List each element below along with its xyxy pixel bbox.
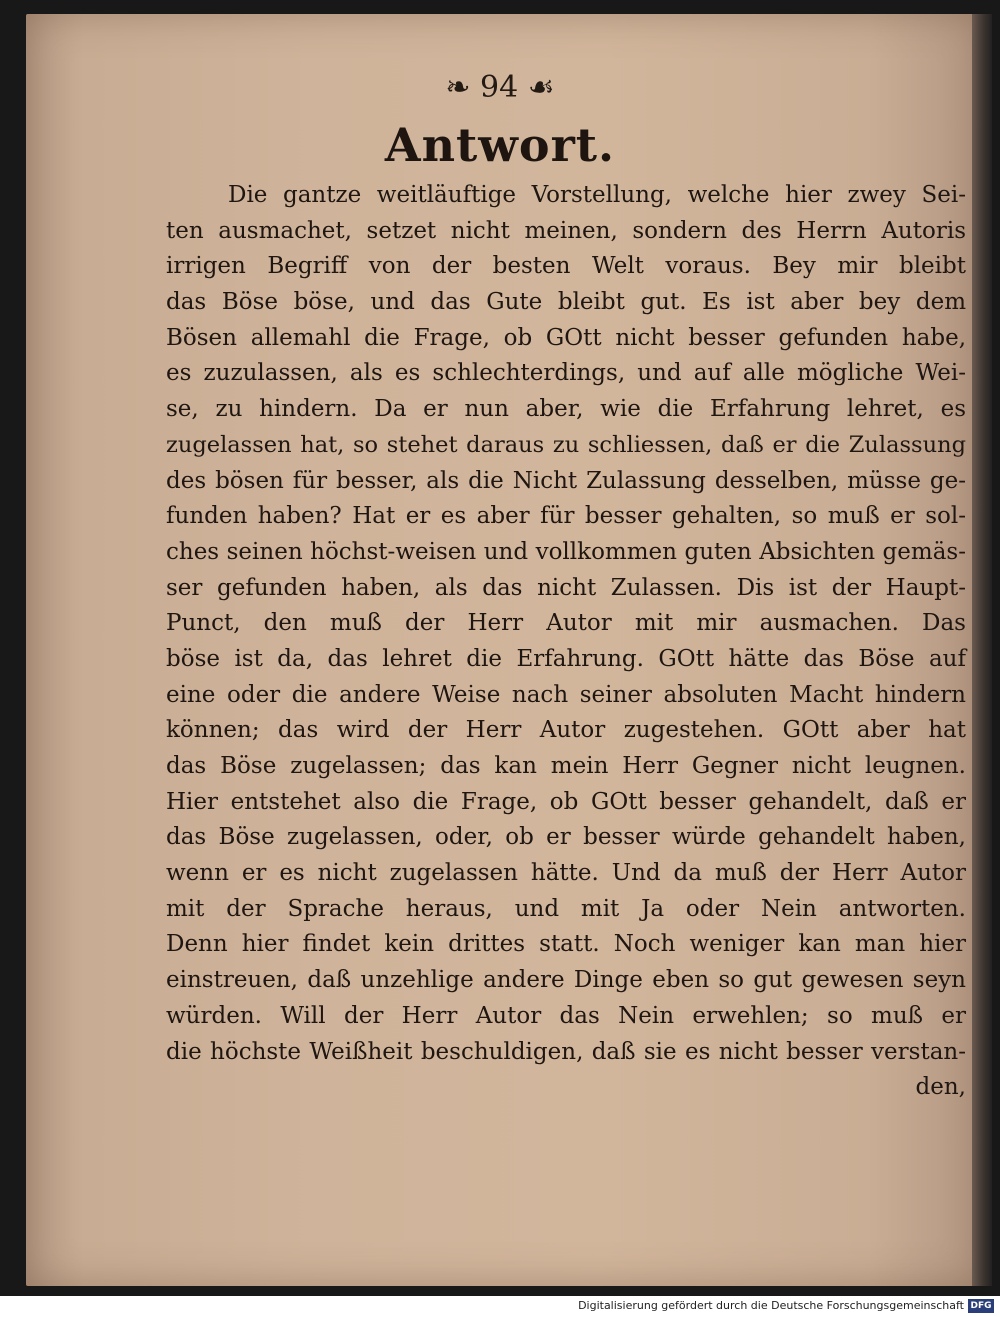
text-line: einstreuen, daß unzehlige andere Dinge eben so gut gewesen seyn: [166, 967, 966, 994]
text-line: Denn hier findet kein drittes statt. Noch weniger kan man hier: [166, 931, 966, 958]
text-line: die höchste Weißheit beschuldigen, daß sie es nicht besser verstan-: [166, 1038, 966, 1065]
text-line: irrigen Begriff von der besten Welt voraus. Bey mir bleibt: [166, 253, 966, 280]
text-line: können; das wird der Herr Autor zugestehen. GOtt aber hat: [166, 717, 966, 744]
text-line: zugelassen hat, so stehet daraus zu schliessen, daß er die Zulassung: [166, 431, 966, 458]
text-line: Punct, den muß der Herr Autor mit mir ausmachen. Das: [166, 610, 966, 637]
text-line: Die gantze weitläuftige Vorstellung, welche hier zwey Sei-: [228, 182, 966, 208]
text-line: böse ist da, das lehret die Erfahrung. GOtt hätte das Böse auf: [166, 645, 966, 672]
text-line: ser gefunden haben, als das nicht Zulassen. Dis ist der Haupt-: [166, 574, 966, 601]
text-line: ches seinen höchst-weisen und vollkommen guten Absichten gemäs-: [166, 538, 966, 565]
text-line: funden haben? Hat er es aber für besser gehalten, so muß er sol-: [166, 503, 966, 530]
section-heading: Antwort.: [384, 118, 616, 172]
text-line: Bösen allemahl die Frage, ob GOtt nicht besser gefunden habe,: [166, 324, 966, 351]
page-edge: [972, 14, 992, 1286]
catchword: den,: [915, 1074, 966, 1101]
text-line: würden. Will der Herr Autor das Nein erwehlen; so muß er: [166, 1002, 966, 1029]
text-line: wenn er es nicht zugelassen hätte. Und da muß der Herr Autor: [166, 860, 966, 887]
page-header: ❧ 94 ☙: [445, 70, 555, 105]
body-text: [166, 178, 966, 1106]
text-line: eine oder die andere Weise nach seiner absoluten Macht hindern: [166, 681, 966, 708]
text-line: es zuzulassen, als es schlechterdings, und auf alle mögliche Wei-: [166, 360, 966, 387]
text-line: se, zu hindern. Da er nun aber, wie die Erfahrung lehret, es: [166, 396, 966, 423]
funding-credit: Digitalisierung gefördert durch die Deutsche Forschungsgemeinschaft: [578, 1299, 964, 1312]
text-line: Hier entstehet also die Frage, ob GOtt besser gehandelt, daß er: [166, 788, 966, 815]
text-line: das Böse böse, und das Gute bleibt gut. Es ist aber bey dem: [166, 289, 966, 316]
text-line: ten ausmachet, setzet nicht meinen, sondern des Herrn Autoris: [166, 217, 966, 244]
text-line: das Böse zugelassen, oder, ob er besser würde gehandelt haben,: [166, 824, 966, 851]
text-line: des bösen für besser, als die Nicht Zulassung desselben, müsse ge-: [166, 467, 966, 494]
text-line: das Böse zugelassen; das kan mein Herr Gegner nicht leugnen.: [166, 753, 966, 779]
text-line: mit der Sprache heraus, und mit Ja oder Nein antworten.: [166, 895, 966, 922]
dfg-logo-icon: DFG: [968, 1299, 994, 1313]
